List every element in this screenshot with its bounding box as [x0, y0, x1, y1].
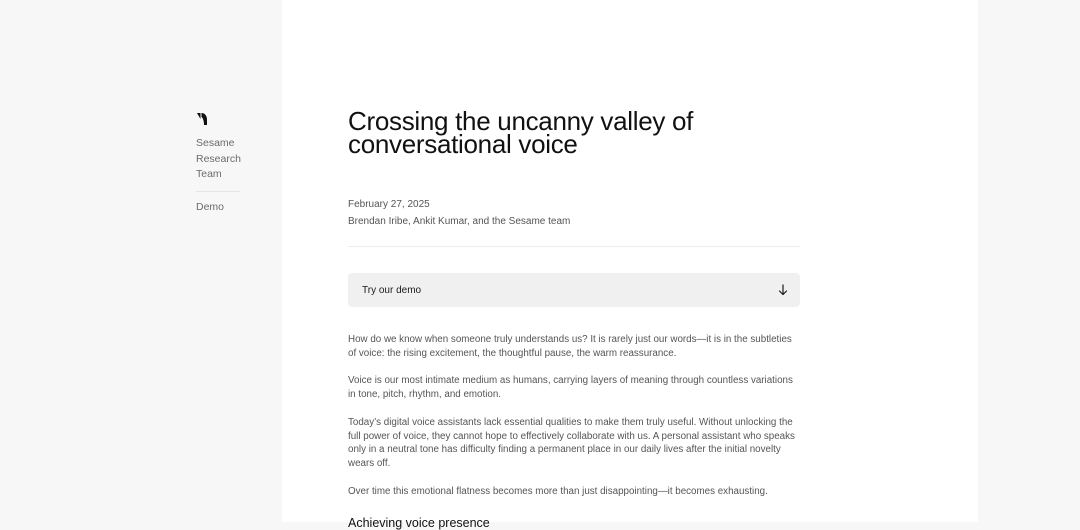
article [348, 106, 800, 530]
paragraph: Over time this emotional flatness becomes more than just disappointing—it becomes exhausting. [348, 485, 768, 497]
try-demo-button[interactable] [348, 273, 800, 307]
authors: Brendan Iribe, Ankit Kumar, and the Sesame team [348, 216, 571, 227]
article-body [348, 333, 800, 498]
page-title [348, 106, 800, 159]
sesame-logo-icon[interactable] [196, 112, 208, 126]
sidebar-demo-link[interactable]: Demo [196, 200, 225, 213]
title-line: Crossing the uncanny valley of [348, 106, 694, 136]
paragraph: How do we know when someone truly understands us? It is rarely just our words—it is in the subtleties of voice: the rising excitement, the thoughtful pause, the warm reassurance. [348, 334, 792, 359]
try-demo-label: Try our demo [362, 284, 422, 296]
section-heading: Achieving voice presence [348, 516, 490, 530]
article-meta [348, 196, 800, 230]
sidebar [196, 112, 240, 213]
team-line: Research [196, 152, 241, 165]
arrow-down-icon [778, 284, 788, 296]
team-line: Sesame [196, 137, 235, 149]
publish-date: February 27, 2025 [348, 199, 430, 210]
paragraph: Today’s digital voice assistants lack essential qualities to make them truly useful. Without unlocking the full power of voice, they cannot hope to effectively collaborate with us. A personal assistant who speaks only in a neutral tone has difficulty finding a permanent place in our daily lives after the initial novelty wears off. [348, 416, 795, 469]
team-line: Team [196, 168, 222, 180]
title-line: conversational voice [348, 128, 578, 159]
paragraph: Voice is our most intimate medium as humans, carrying layers of meaning through countless variations in tone, pitch, rhythm, and emotion. [348, 375, 793, 401]
divider [348, 246, 800, 247]
sidebar-team-name [196, 136, 240, 192]
